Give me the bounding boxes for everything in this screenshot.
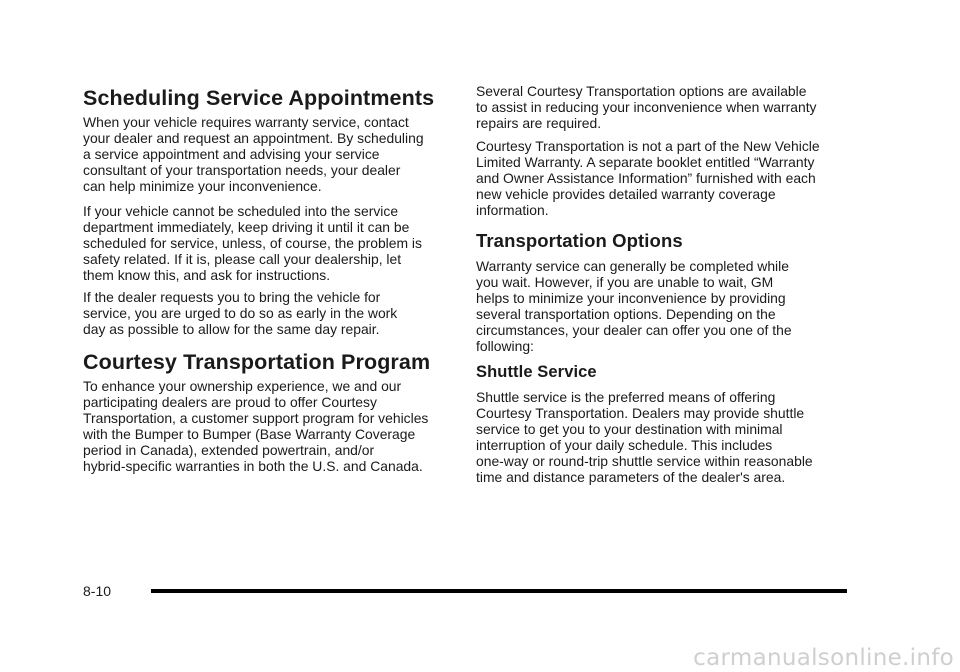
footer-rule: [151, 589, 847, 593]
paragraph-courtesy-options: Several Courtesy Transportation options are available to assist in reducing your inconvenience when warranty repairs are required.: [476, 83, 817, 131]
paragraph-scheduling-intro: When your vehicle requires warranty service, contact your dealer and request an appointment. By scheduling a service appointment and advising your service consultant of your transportation needs, your dealer can help minimize your inconvenience.: [83, 114, 424, 194]
paragraph-scheduling-driving: If your vehicle cannot be scheduled into the service department immediately, keep driving it until it can be scheduled for service, unless, of course, the problem is safety related. If it is, please call your dealership, let them know this, and ask for instructions.: [83, 203, 422, 283]
paragraph-warranty-booklet: Courtesy Transportation is not a part of the New Vehicle Limited Warranty. A separate booklet entitled “Warranty and Owner Assistance Information” furnished with each new vehicle provides detailed warranty coverage information.: [476, 138, 820, 218]
watermark: carmanualsonline.info: [693, 645, 954, 671]
heading-transportation-options: Transportation Options: [476, 230, 683, 251]
paragraph-scheduling-early: If the dealer requests you to bring the vehicle for service, you are urged to do so as early in the work day as possible to allow for the same day repair.: [83, 289, 398, 337]
paragraph-transportation-options: Warranty service can generally be completed while you wait. However, if you are unable to wait, GM helps to minimize your inconvenience by providing several transportation options. Depending on the circumstances, your dealer can offer you one of the following:: [476, 258, 792, 354]
heading-shuttle-service: Shuttle Service: [476, 363, 597, 381]
paragraph-shuttle-service: Shuttle service is the preferred means of offering Courtesy Transportation. Dealers may provide shuttle service to get you to your destination with minimal interruption of your daily schedule. This includes one-way or round-trip shuttle service within reasonable time and distance parameters of the dealer's area.: [476, 389, 813, 485]
heading-courtesy-transportation-program: Courtesy Transportation Program: [83, 350, 431, 374]
page-number: 8-10: [83, 583, 112, 599]
paragraph-courtesy-program: To enhance your ownership experience, we and our participating dealers are proud to offer Courtesy Transportation, a customer support program for vehicles with the Bumper to Bumper (Base Warranty Coverage period in Canada), extended powertrain, and/or hybrid-specific warranties in both the U.S. and Canada.: [83, 378, 429, 474]
heading-scheduling-service-appointments: Scheduling Service Appointments: [83, 86, 435, 110]
